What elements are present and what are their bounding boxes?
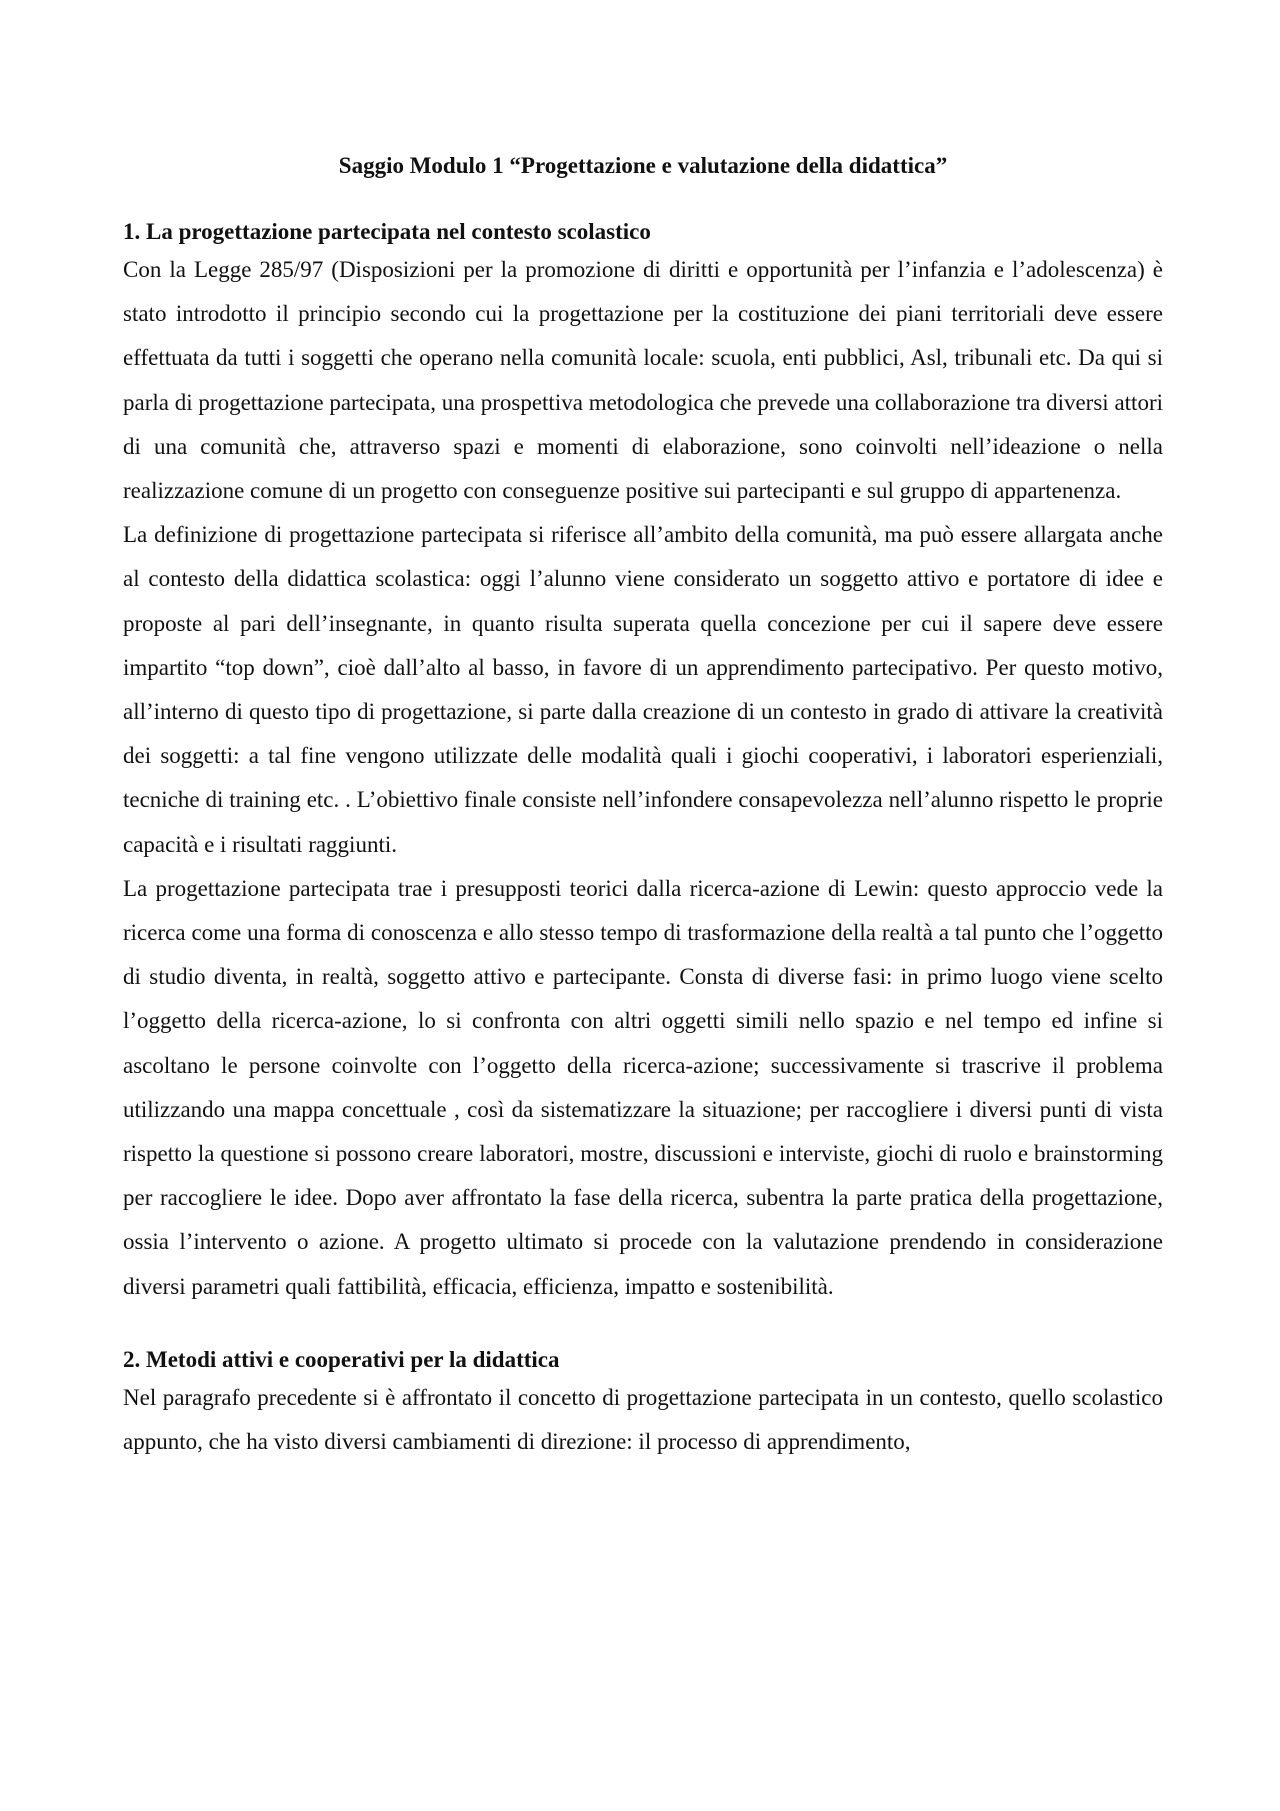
section-heading: 2. Metodi attivi e cooperativi per la didattica xyxy=(123,1346,560,1372)
section-2 xyxy=(123,1344,1163,1464)
paragraph: La definizione di progettazione partecipata si riferisce all’ambito della comunità, ma può essere allargata anche al contesto della didattica scolastica: oggi l’alunno viene considerato un soggetto attivo e portatore di idee e proposte al pari dell’insegnante, in quanto risulta superata quella concezione per cui il sapere deve essere impartito “top down”, cioè dall’alto al basso, in favore di un apprendimento partecipativo. Per questo motivo, all’interno di questo tipo di progettazione, si parte dalla creazione di un contesto in grado di attivare la creatività dei soggetti: a tal fine vengono utilizzate delle modalità quali i giochi cooperativi, i laboratori esperienziali, tecniche di training etc. . L’obiettivo finale consiste nell’infondere consapevolezza nell’alunno rispetto le proprie capacità e i risultati raggiunti. xyxy=(123,522,1163,857)
document-content xyxy=(123,150,1163,1464)
section-1 xyxy=(123,216,1163,1309)
section-heading: 1. La progettazione partecipata nel contesto scolastico xyxy=(123,219,651,244)
paragraph: Con la Legge 285/97 (Disposizioni per la promozione di diritti e opportunità per l’infanzia e l’adolescenza) è stato introdotto il principio secondo cui la progettazione per la costituzione dei piani territoriali deve essere effettuata da tutti i soggetti che operano nella comunità locale: scuola, enti pubblici, Asl, tribunali etc. Da qui si parla di progettazione partecipata, una prospettiva metodologica che prevede una collaborazione tra diversi attori di una comunità che, attraverso spazi e momenti di elaborazione, sono coinvolti nell’ideazione o nella realizzazione comune di un progetto con conseguenze positive sui partecipanti e sul gruppo di appartenenza. xyxy=(123,257,1163,504)
paragraph: Nel paragrafo precedente si è affrontato il concetto di progettazione partecipata in un contesto, quello scolastico appunto, che ha visto diversi cambiamenti di direzione: il processo di apprendimento, xyxy=(123,1384,1163,1455)
paragraph: La progettazione partecipata trae i presupposti teorici dalla ricerca-azione di Lewin: questo approccio vede la ricerca come una forma di conoscenza e allo stesso tempo di trasformazione della realtà a tal punto che l’oggetto di studio diventa, in realtà, soggetto attivo e partecipante. Consta di diverse fasi: in primo luogo viene scelto l’oggetto della ricerca-azione, lo si confronta con altri oggetti simili nello spazio e nel tempo ed infine si ascoltano le persone coinvolte con l’oggetto della ricerca-azione; successivamente si trascrive il problema utilizzando una mappa concettuale , così da sistematizzare la situazione; per raccogliere i diversi punti di vista rispetto la questione si possono creare laboratori, mostre, discussioni e interviste, giochi di ruolo e brainstorming per raccogliere le idee. Dopo aver affrontato la fase della ricerca, subentra la parte pratica della progettazione, ossia l’intervento o azione. A progetto ultimato si procede con la valutazione prendendo in considerazione diversi parametri quali fattibilità, efficacia, efficienza, impatto e sostenibilità. xyxy=(123,875,1163,1299)
document-title: Saggio Modulo 1 “Progettazione e valutazione della didattica” xyxy=(338,153,948,178)
